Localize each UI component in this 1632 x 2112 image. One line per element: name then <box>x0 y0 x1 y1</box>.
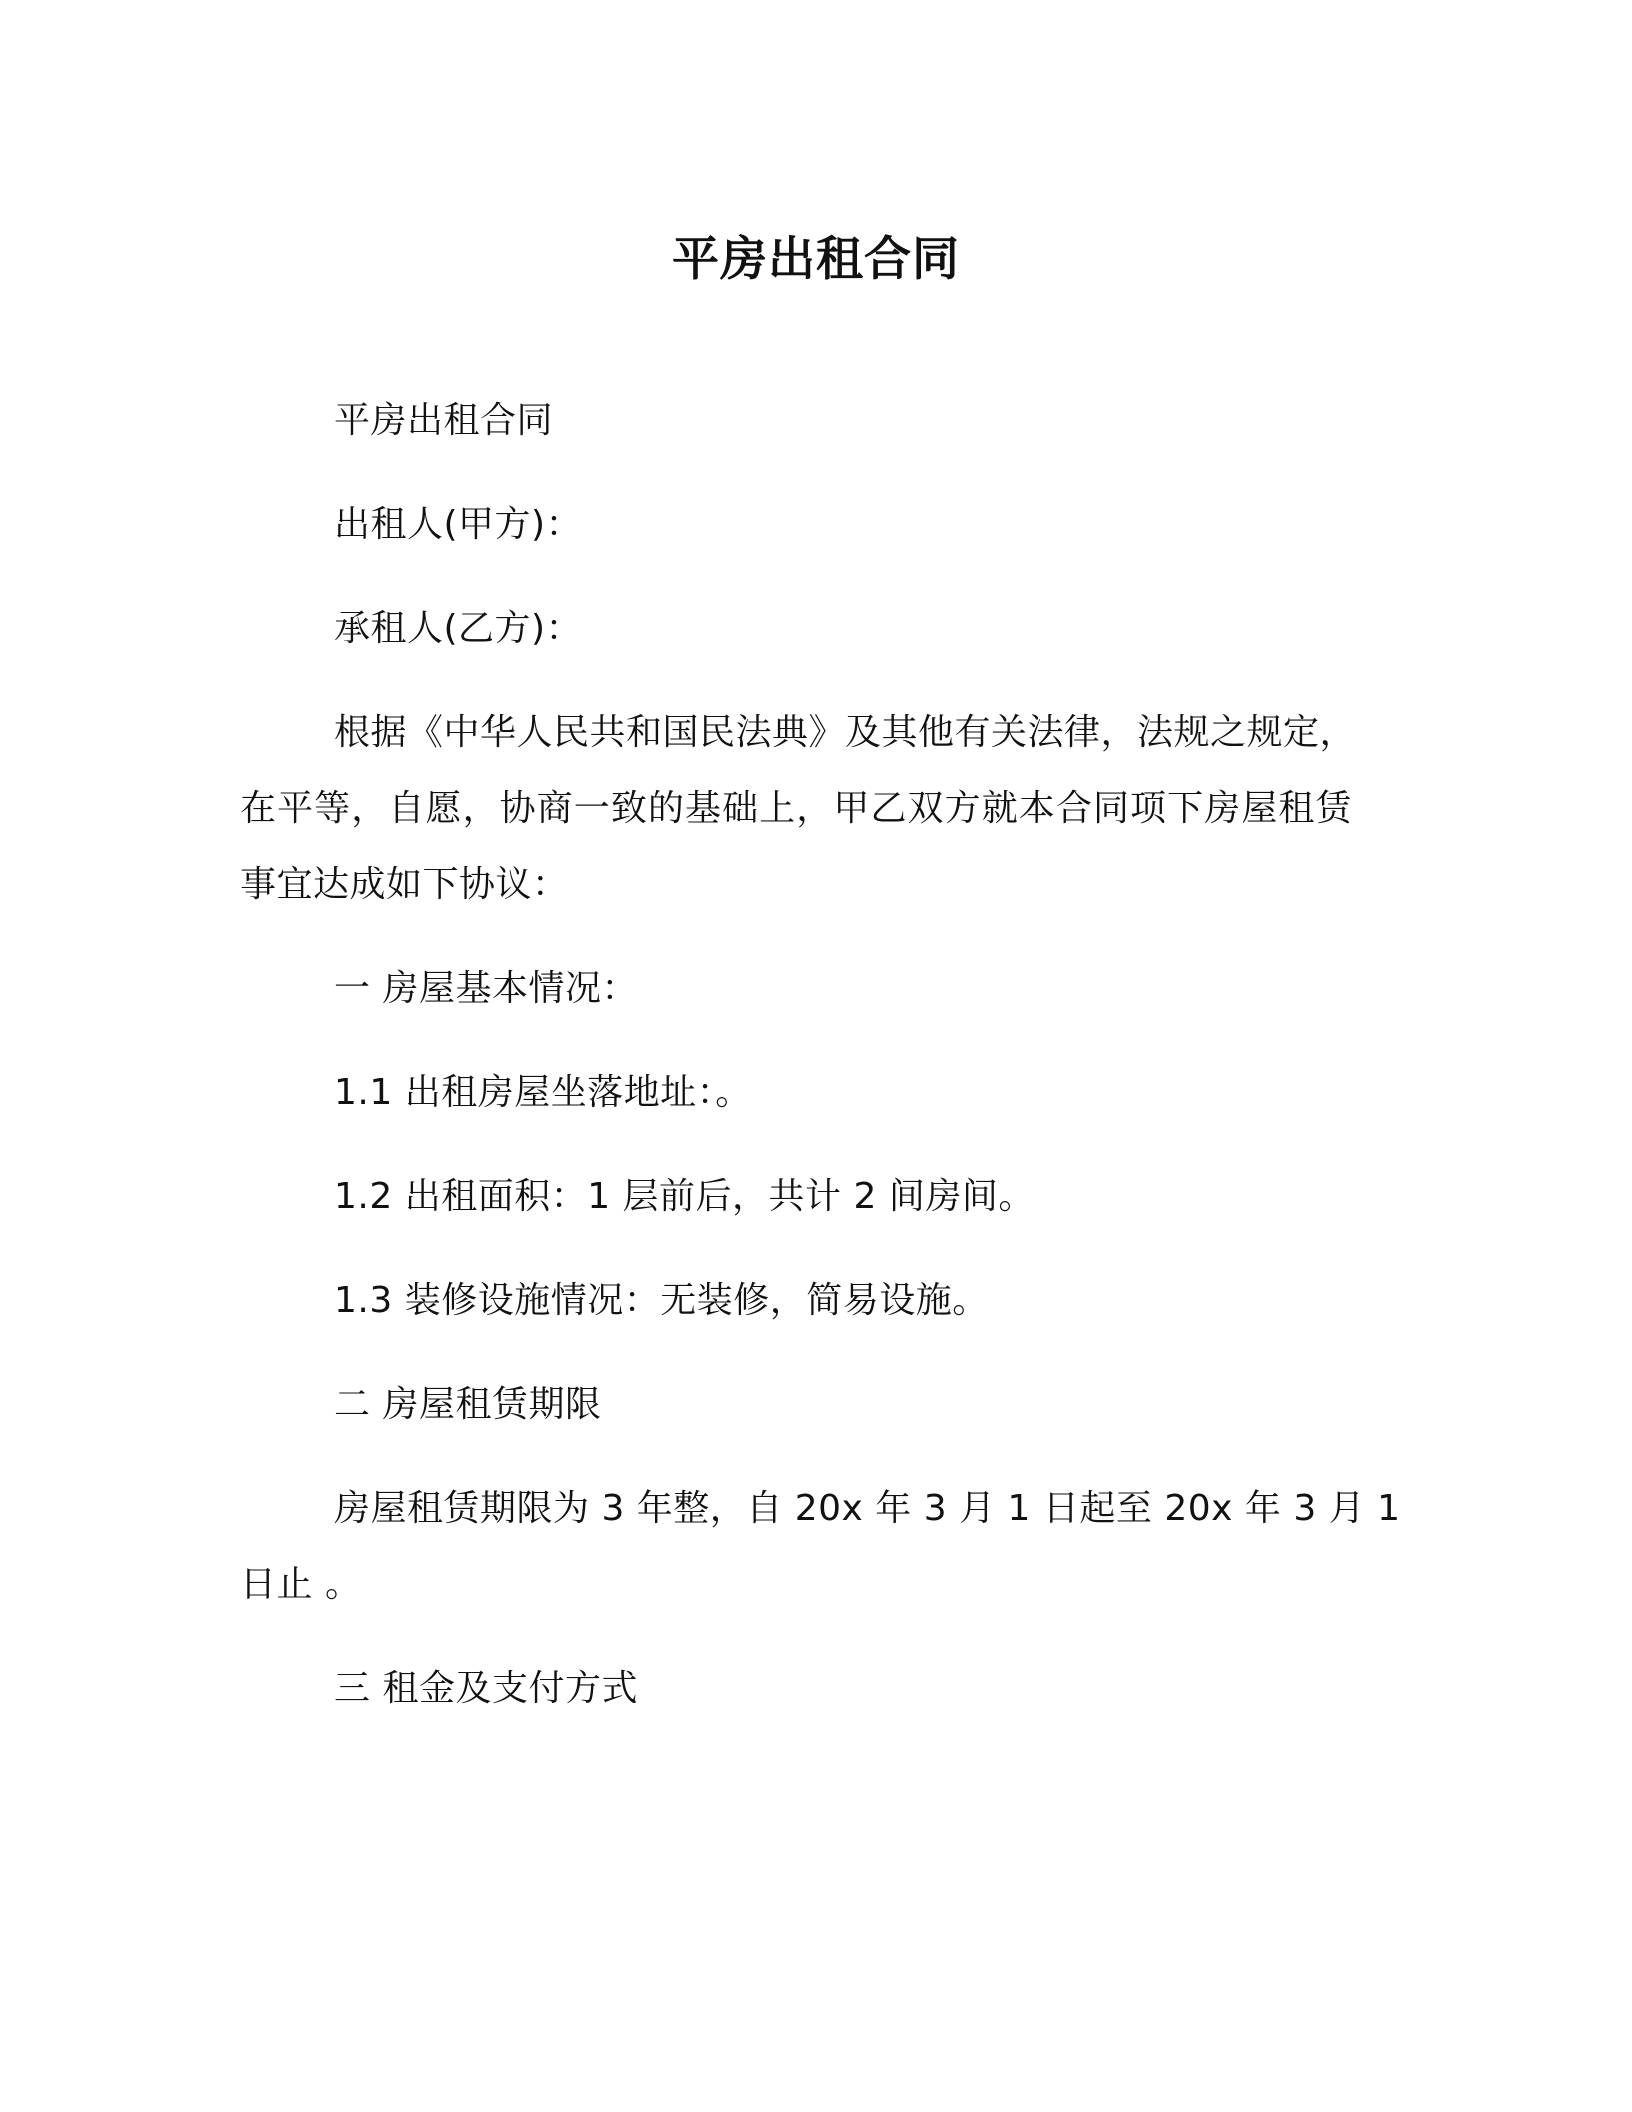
item-1-3: 1.3 装修设施情况：无装修，简易设施。 <box>334 1280 989 1321</box>
subtitle-text: 平房出租合同 <box>334 400 554 441</box>
intro-paragraph-line-2: 在平等，自愿，协商一致的基础上，甲乙双方就本合同项下房屋租赁 <box>240 788 1352 829</box>
intro-paragraph-line-3: 事宜达成如下协议： <box>240 864 569 905</box>
lessee-line: 承租人(乙方)： <box>334 608 583 649</box>
item-1-1: 1.1 出租房屋坐落地址：。 <box>334 1072 752 1113</box>
intro-paragraph-line-1: 根据《中华人民共和国民法典》及其他有关法律，法规之规定， <box>334 712 1357 753</box>
document-title: 平房出租合同 <box>672 232 960 287</box>
term-paragraph-line-1: 房屋租赁期限为 3 年整，自 20x 年 3 月 1 日起至 20x 年 3 月 1 <box>334 1488 1401 1529</box>
lessor-line: 出租人(甲方)： <box>334 504 583 545</box>
item-1-2: 1.2 出租面积：1 层前后，共计 2 间房间。 <box>334 1176 1035 1217</box>
section-1-heading: 一 房屋基本情况： <box>334 968 638 1009</box>
section-2-heading: 二 房屋租赁期限 <box>334 1384 602 1425</box>
section-3-heading: 三 租金及支付方式 <box>334 1668 638 1709</box>
term-paragraph-line-2: 日止 。 <box>240 1564 362 1605</box>
